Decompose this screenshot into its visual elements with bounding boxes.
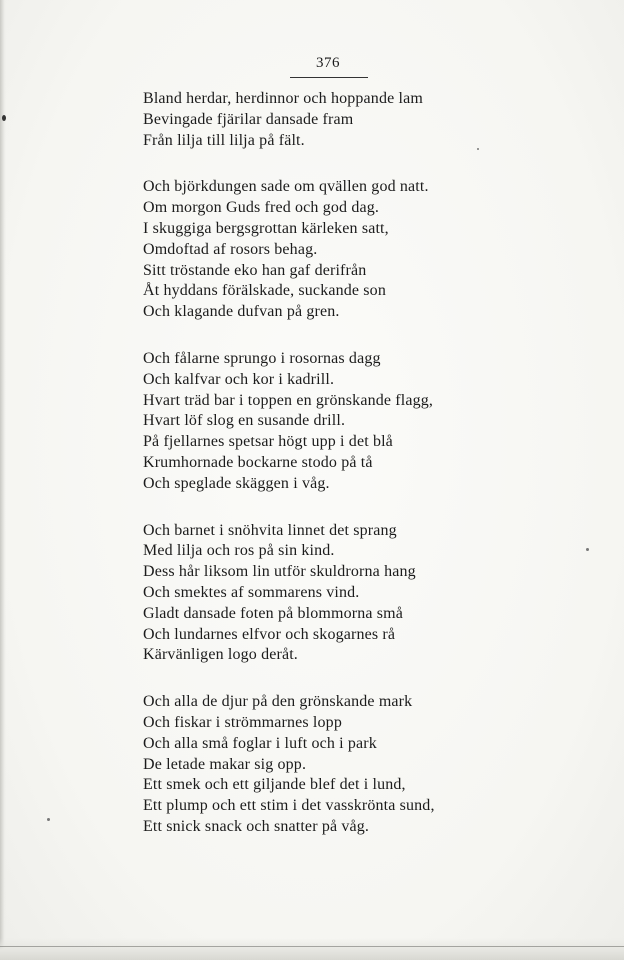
poem-line: Bevingade fjärilar dansade fram <box>143 110 354 128</box>
poem-line: Och fålarne sprungo i rosornas dagg <box>143 349 381 367</box>
poem-line: Hvart träd bar i toppen en grönskande flagg, <box>143 391 434 409</box>
poem-line: I skuggiga bergsgrottan kärleken satt, <box>143 219 389 237</box>
page-number: 376 <box>316 55 340 71</box>
page-number-rule <box>290 77 368 78</box>
poem-line: Och lundarnes elfvor och skogarnes rå <box>143 625 396 643</box>
poem-line: Ett plump och ett stim i det vasskrönta sund, <box>143 797 435 815</box>
poem-line: Kärvänligen logo deråt. <box>143 646 298 664</box>
poem-line: Om morgon Guds fred och god dag. <box>143 199 380 217</box>
poem-line: Hvart löf slog en susande drill. <box>143 412 346 430</box>
stanza-4 <box>143 521 603 667</box>
poem-line: Och smektes af sommarens vind. <box>143 583 360 601</box>
poem-line: Och kalfvar och kor i kadrill. <box>143 370 335 388</box>
poem-line: Ett snick snack och snatter på våg. <box>143 817 370 835</box>
poem-line: Och fiskar i strömmarnes lopp <box>143 713 342 731</box>
stanza-3 <box>143 349 603 495</box>
margin-speck <box>477 148 479 150</box>
poem-line: De letade makar sig opp. <box>143 755 307 773</box>
poem-line: Från lilja till lilja på fält. <box>143 131 305 149</box>
poem-line: Och barnet i snöhvita linnet det sprang <box>143 521 397 539</box>
margin-speck <box>47 818 50 821</box>
poem-line: Sitt tröstande eko han gaf derifrån <box>143 261 367 279</box>
poem-line: Gladt dansade foten på blommorna små <box>143 604 403 622</box>
poem-text <box>143 89 603 864</box>
poem-line: Bland herdar, herdinnor och hoppande lam <box>143 90 423 107</box>
poem-line: Krumhornade bockarne stodo på tå <box>143 453 373 471</box>
page-binding-shadow <box>0 0 6 960</box>
stanza-2 <box>143 177 603 323</box>
poem-line: Med lilja och ros på sin kind. <box>143 542 335 560</box>
stanza-1 <box>143 89 603 151</box>
poem-line: Och alla de djur på den grönskande mark <box>143 693 413 711</box>
poem-line: Omdoftad af rosors behag. <box>143 240 318 258</box>
poem-line: Och klagande dufvan på gren. <box>143 303 340 321</box>
page-bottom-rule <box>0 946 624 947</box>
poem-line: Och speglade skäggen i våg. <box>143 474 330 492</box>
poem-line: Dess hår liksom lin utför skuldrorna hang <box>143 563 416 581</box>
poem-line: Och alla små foglar i luft och i park <box>143 734 377 752</box>
poem-line: Ett smek och ett giljande blef det i lund, <box>143 776 406 794</box>
poem-line: Åt hyddans förälskade, suckande son <box>143 282 386 300</box>
margin-speck <box>586 548 589 551</box>
margin-speck <box>2 115 6 121</box>
stanza-5 <box>143 692 603 838</box>
poem-line: På fjellarnes spetsar högt upp i det blå <box>143 433 393 451</box>
page-bottom-shadow <box>0 938 624 960</box>
poem-line: Och björkdungen sade om qvällen god natt. <box>143 178 429 196</box>
